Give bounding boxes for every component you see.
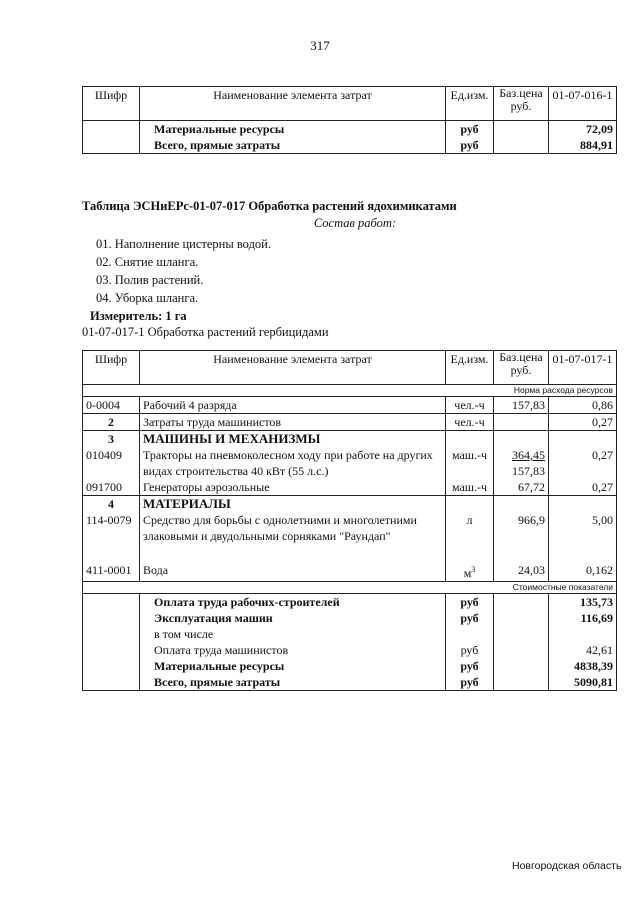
norm-caption-row — [83, 385, 617, 397]
header-code: Шифр — [83, 351, 140, 385]
section-row — [83, 496, 617, 513]
table-row — [83, 137, 617, 154]
row-price: 364,45 157,83 — [494, 447, 549, 479]
total-name: в том числе — [140, 626, 446, 642]
row-name: Тракторы на пневмоколесном ходу при работе на других видах строительства 40 кВт (55 л.с.) — [140, 447, 446, 479]
total-row — [83, 594, 617, 611]
header-unit: Ед.изм. — [446, 351, 494, 385]
section-subtitle: Состав работ: — [313, 216, 397, 230]
header-norm-code: 01-07-016-1 — [549, 87, 617, 121]
table-row — [83, 121, 617, 138]
header-norm-code: 01-07-017-1 — [549, 351, 617, 385]
header-code: Шифр — [83, 87, 140, 121]
cost-caption: Стоимостные показатели — [83, 582, 617, 594]
table-row — [83, 414, 617, 431]
table-row — [83, 562, 617, 582]
norm-caption: Норма расхода ресурсов — [83, 385, 617, 397]
header-name: Наименование элемента затрат — [140, 87, 446, 121]
row-name: Затраты труда машинистов — [140, 414, 446, 431]
total-unit: руб — [446, 658, 494, 674]
row-name: МАШИНЫ И МЕХАНИЗМЫ — [140, 431, 446, 448]
header-name: Наименование элемента затрат — [140, 351, 446, 385]
header-base-price: Баз.цена руб. — [494, 351, 549, 385]
row-value: 0,27 — [549, 447, 617, 479]
row-code: 091700 — [83, 479, 140, 496]
work-item: 04. Уборка шланга. — [96, 291, 199, 305]
row-name: Средство для борьбы с однолетними и многолетними злаковыми и двудольными сорняками "Раундап" — [140, 512, 446, 562]
work-item: 02. Снятие шланга. — [96, 255, 199, 269]
row-name: Материальные ресурсы — [140, 121, 446, 138]
total-value: 116,69 — [549, 610, 617, 626]
row-code: 2 — [83, 414, 140, 431]
row-value: 0,162 — [549, 562, 617, 582]
table-row — [83, 397, 617, 414]
header-base-price: Баз.цена руб. — [494, 87, 549, 121]
total-value: 135,73 — [549, 594, 617, 611]
total-row — [83, 674, 617, 691]
row-price: 157,83 — [494, 397, 549, 414]
code-line: 01-07-017-1 Обработка растений гербицидами — [82, 325, 329, 339]
total-unit: руб — [446, 594, 494, 611]
row-unit: чел.-ч — [446, 414, 494, 431]
row-price: 966,9 — [494, 512, 549, 562]
row-code: 010409 — [83, 447, 140, 479]
work-item: 03. Полив растений. — [96, 273, 204, 287]
total-name: Всего, прямые затраты — [140, 674, 446, 691]
row-value: 0,27 — [549, 414, 617, 431]
total-row — [83, 610, 617, 626]
row-code: 0-0004 — [83, 397, 140, 414]
row-name: Вода — [140, 562, 446, 582]
total-name: Эксплуатация машин — [140, 610, 446, 626]
row-unit: чел.-ч — [446, 397, 494, 414]
page-number: 317 — [310, 38, 330, 53]
total-value: 4838,39 — [549, 658, 617, 674]
row-unit: маш.-ч — [446, 447, 494, 479]
total-name: Оплата труда рабочих-строителей — [140, 594, 446, 611]
table-row — [83, 479, 617, 496]
cost-caption-row — [83, 582, 617, 594]
total-unit: руб — [446, 610, 494, 626]
total-name: Материальные ресурсы — [140, 658, 446, 674]
total-unit: руб — [446, 674, 494, 691]
row-code: 4 — [83, 496, 140, 513]
total-value: 42,61 — [549, 642, 617, 658]
row-price: 67,72 — [494, 479, 549, 496]
row-name: МАТЕРИАЛЫ — [140, 496, 446, 513]
row-unit: л — [446, 512, 494, 562]
row-code: 3 — [83, 431, 140, 448]
total-name: Оплата труда машинистов — [140, 642, 446, 658]
header-unit: Ед.изм. — [446, 87, 494, 121]
section-title: Таблица ЭСНиЕРс-01-07-017 Обработка растений ядохимикатами — [82, 199, 457, 213]
row-unit: маш.-ч — [446, 479, 494, 496]
total-value: 5090,81 — [549, 674, 617, 691]
table-row — [83, 512, 617, 562]
total-row — [83, 658, 617, 674]
work-item: 01. Наполнение цистерны водой. — [96, 237, 271, 251]
measure-line: Измеритель: 1 га — [90, 309, 187, 323]
row-unit: руб — [446, 137, 494, 154]
row-code: 411-0001 — [83, 562, 140, 582]
row-value: 0,86 — [549, 397, 617, 414]
total-row — [83, 626, 617, 642]
row-unit: $м^3$ — [446, 562, 494, 582]
row-value: 72,09 — [549, 121, 617, 138]
table-top-header — [83, 87, 617, 121]
row-value: 884,91 — [549, 137, 617, 154]
table-row — [83, 447, 617, 479]
section-row — [83, 431, 617, 448]
row-name: Всего, прямые затраты — [140, 137, 446, 154]
row-unit: руб — [446, 121, 494, 138]
total-unit: руб — [446, 642, 494, 658]
row-value: 5,00 — [549, 512, 617, 562]
table-main-header — [83, 351, 617, 385]
footer-region: Новгородская область — [512, 860, 622, 872]
works-list — [96, 235, 271, 307]
row-name: Генераторы аэрозольные — [140, 479, 446, 496]
total-row — [83, 642, 617, 658]
row-price: 24,03 — [494, 562, 549, 582]
row-name: Рабочий 4 разряда — [140, 397, 446, 414]
row-value: 0,27 — [549, 479, 617, 496]
table-main — [82, 350, 617, 691]
row-code: 114-0079 — [83, 512, 140, 562]
table-top — [82, 86, 617, 154]
